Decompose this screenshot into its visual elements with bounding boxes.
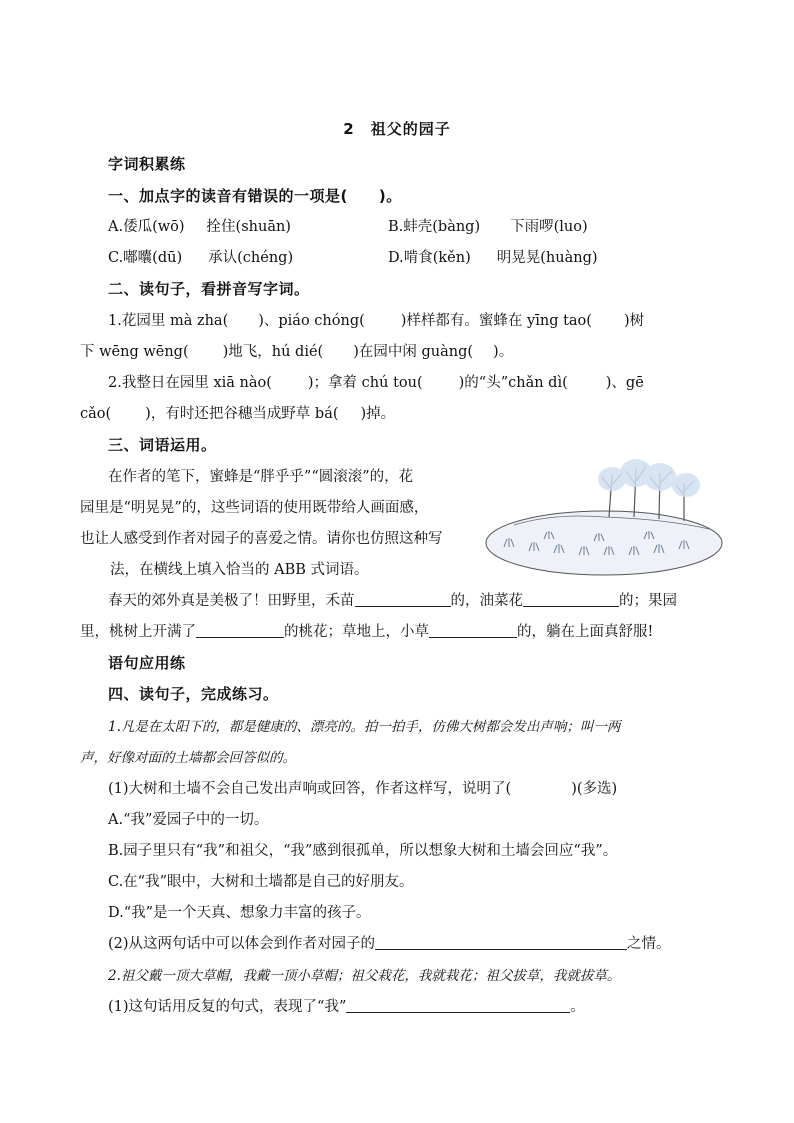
q3-fill-line-2: 里，桃树上开满了 的桃花；草地上，小草 的，躺在上面真舒服! xyxy=(80,624,654,640)
q1-option-c: C.嘟囔(dū) 承认(chéng) xyxy=(108,250,294,266)
q4-option-d: D.“我”是一个天真、想象力丰富的孩子。 xyxy=(108,905,371,921)
q2-line-4: cǎo( )，有时还把谷穗当成野草 bá( )掉。 xyxy=(80,406,396,422)
q2-line-1: 1.花园里 mà zha( )、piáo chóng( )样样都有。蜜蜂在 yīng tao( )树 xyxy=(108,313,645,329)
q2-line-3: 2.我整日在园里 xiā nào( )；拿着 chú tou( )的“头”chǎn dì( )、gē xyxy=(108,375,644,391)
section-heading-vocabulary: 字词积累练 xyxy=(108,155,186,173)
q1-option-a: A.倭瓜(wō) 拴住(shuān) xyxy=(108,219,291,235)
q3-paragraph-line-2: 园里是“明晃晃”的，这些词语的使用既带给人画面感， xyxy=(80,500,429,516)
q3-paragraph-line-1: 在作者的笔下，蜜蜂是“胖乎乎”“圆滚滚”的，花 xyxy=(108,469,414,485)
q4-option-a: A.“我”爱园子中的一切。 xyxy=(108,812,269,828)
q4-text-2: 2.祖父戴一顶大草帽，我戴一顶小草帽；祖父栽花，我就栽花；祖父拔草，我就拔草。 xyxy=(108,968,621,984)
question-1-heading: 一、加点字的读音有错误的一项是( )。 xyxy=(108,187,402,205)
q1-option-d: D.啃食(kěn) 明晃晃(huàng) xyxy=(388,250,598,266)
q4-sub-question-2: (2)从这两句话中可以体会到作者对园子的 之情。 xyxy=(108,936,671,952)
q4-option-b: B.园子里只有“我”和祖父，“我”感到很孤单，所以想象大树和土墙会回应“我”。 xyxy=(108,843,618,859)
section-heading-sentences: 语句应用练 xyxy=(108,654,186,672)
q3-fill-line-1: 春天的郊外真是美极了！田野里，禾苗 的，油菜花 的；果园 xyxy=(108,593,677,609)
q4-option-c: C.在“我”眼中，大树和土墙都是自己的好朋友。 xyxy=(108,874,414,890)
page-title: 2 祖父的园子 xyxy=(343,120,451,138)
q3-paragraph-line-3: 也让人感受到作者对园子的喜爱之情。请你也仿照这种写 xyxy=(80,531,443,547)
blank-peach-blossom[interactable] xyxy=(196,622,284,638)
q3-paragraph-line-4: 法，在横线上填入恰当的 ABB 式词语。 xyxy=(110,562,369,578)
q4-text-1-line-2: 声，好像对面的土墙都会回答似的。 xyxy=(80,750,296,766)
garden-illustration xyxy=(484,455,724,579)
blank-feeling[interactable] xyxy=(375,934,627,950)
question-4-heading: 四、读句子，完成练习。 xyxy=(108,685,279,703)
blank-expression[interactable] xyxy=(346,997,570,1013)
blank-grass[interactable] xyxy=(429,622,517,638)
q4-sub-question-3: (1)这句话用反复的句式，表现了“我” 。 xyxy=(108,999,585,1015)
q2-line-2: 下 wēng wēng( )地飞，hú dié( )在园中闲 guàng( )。 xyxy=(80,344,514,360)
question-3-heading: 三、词语运用。 xyxy=(108,436,217,454)
blank-rapeseed[interactable] xyxy=(523,591,619,607)
blank-seedlings[interactable] xyxy=(355,591,451,607)
question-2-heading: 二、读句子，看拼音写字词。 xyxy=(108,280,310,298)
q4-sub-question-1: (1)大树和土墙不会自己发出声响或回答，作者这样写，说明了( )(多选) xyxy=(108,781,618,797)
q1-option-b: B.蚌壳(bàng) 下雨啰(luo) xyxy=(388,219,588,235)
q4-text-1-line-1: 1.凡是在太阳下的，都是健康的、漂亮的。拍一拍手，仿佛大树都会发出声响；叫一两 xyxy=(108,719,621,735)
